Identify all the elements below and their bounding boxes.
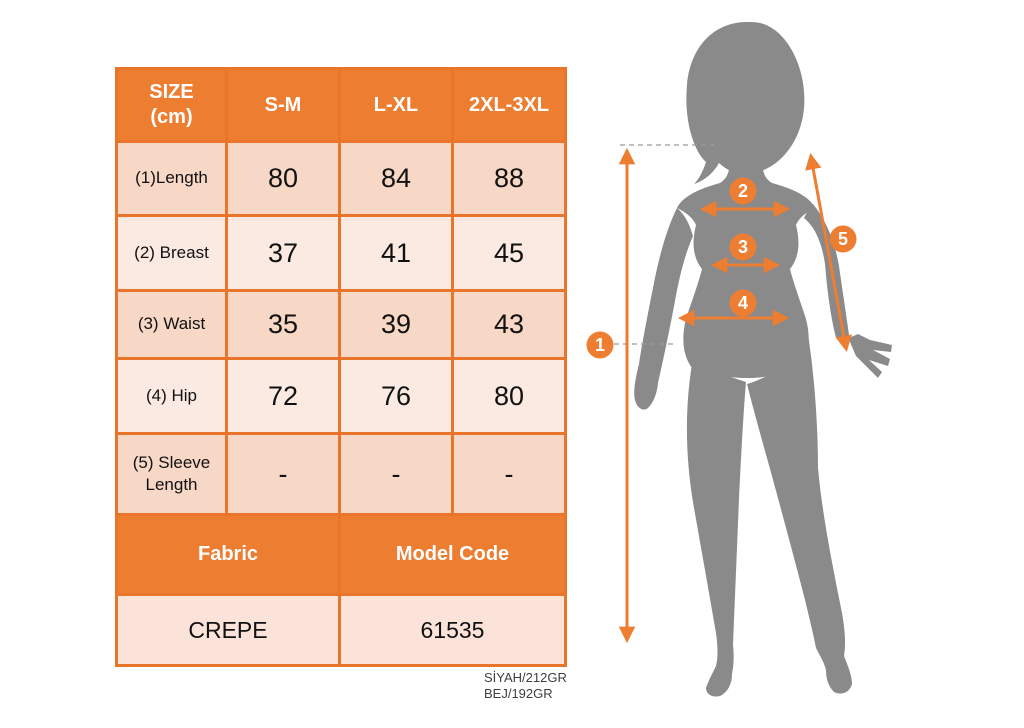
woman-silhouette [634, 22, 892, 697]
header-col-2xl3xl: 2XL-3XL [454, 70, 564, 140]
marker-3-number: 3 [737, 237, 749, 257]
silhouette-right-leg [747, 322, 852, 694]
header-size-line2: (cm) [150, 106, 193, 128]
fabric-value: CREPE [118, 596, 338, 664]
breast-sm: 37 [228, 217, 338, 289]
marker-5-number: 5 [837, 229, 849, 249]
row-label-waist: (3) Waist [118, 292, 225, 357]
waist-2xl3xl: 43 [454, 292, 564, 357]
hip-sm: 72 [228, 360, 338, 432]
fabric-header: Fabric [118, 516, 338, 593]
waist-sm: 35 [228, 292, 338, 357]
note-siyah: SİYAH/212GR [484, 670, 567, 685]
silhouette-left-leg [687, 364, 746, 697]
row-label-sleeve: (5) Sleeve Length [118, 435, 225, 513]
header-col-sm: S-M [228, 70, 338, 140]
header-size-cell [118, 70, 225, 140]
waist-lxl: 39 [341, 292, 451, 357]
measurement-figure [580, 8, 930, 708]
length-lxl: 84 [341, 143, 451, 214]
row-label-hip: (4) Hip [118, 360, 225, 432]
hip-lxl: 76 [341, 360, 451, 432]
sleeve-2xl3xl: - [454, 435, 564, 513]
silhouette-left-arm [634, 208, 693, 410]
header-col-lxl: L-XL [341, 70, 451, 140]
sleeve-sm: - [228, 435, 338, 513]
marker-4-number: 4 [737, 293, 749, 313]
header-size-line1: SIZE [149, 81, 194, 103]
model-code-value: 61535 [341, 596, 564, 664]
breast-lxl: 41 [341, 217, 451, 289]
figure-svg [580, 8, 930, 708]
sleeve-arrow [811, 157, 849, 348]
length-sm: 80 [228, 143, 338, 214]
color-weight-notes [484, 670, 567, 702]
marker-1-number: 1 [594, 335, 606, 355]
note-bej: BEJ/192GR [484, 686, 553, 701]
row-label-breast: (2) Breast [118, 217, 225, 289]
model-code-header: Model Code [341, 516, 564, 593]
marker-2-number: 2 [737, 181, 749, 201]
breast-2xl3xl: 45 [454, 217, 564, 289]
row-label-length: (1)Length [118, 143, 225, 214]
hip-2xl3xl: 80 [454, 360, 564, 432]
sleeve-lxl: - [341, 435, 451, 513]
size-table [115, 67, 567, 667]
silhouette-head [686, 22, 804, 184]
length-2xl3xl: 88 [454, 143, 564, 214]
